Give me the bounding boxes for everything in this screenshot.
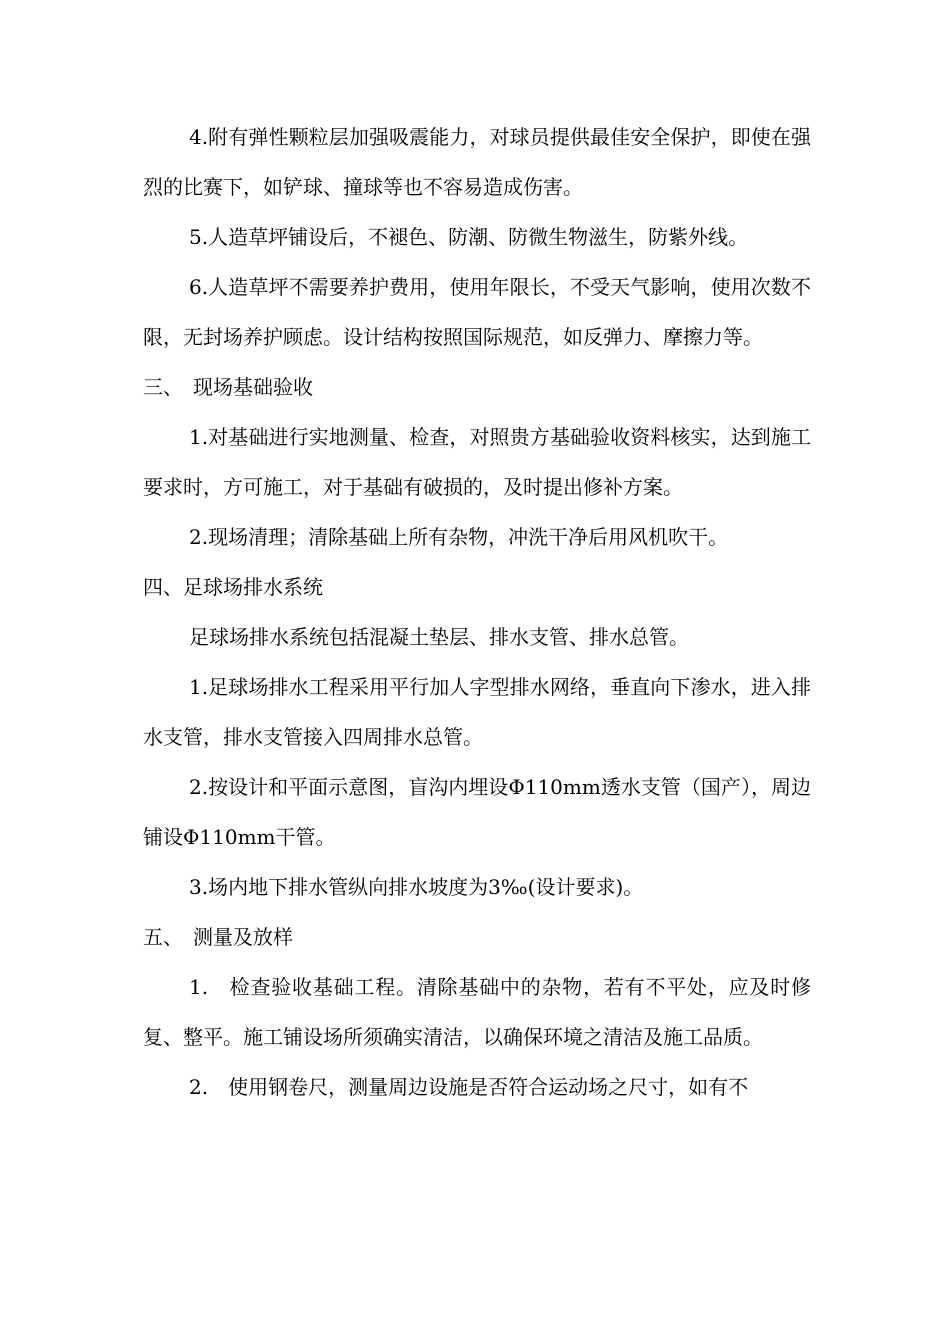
paragraph-drainage-1: 1.足球场排水工程采用平行加人字型排水网络，垂直向下渗水，进入排水支管，排水支管接入四周排水总管。 <box>143 675 811 749</box>
paragraph-item-5: 5.人造草坪铺设后，不褪色、防潮、防微生物滋生，防紫外线。 <box>189 225 749 249</box>
paragraph-survey-2: 2. 使用钢卷尺，测量周边设施是否符合运动场之尺寸，如有不 <box>189 1075 749 1099</box>
section-heading-5: 五、 测量及放样 <box>143 925 293 949</box>
paragraph-item-6: 6.人造草坪不需要养护费用，使用年限长，不受天气影响，使用次数不限，无封场养护顾虑。设计结构按照国际规范，如反弹力、摩擦力等。 <box>143 275 811 349</box>
paragraph-item-4: 4.附有弹性颗粒层加强吸震能力，对球员提供最佳安全保护，即使在强烈的比赛下，如铲球、撞球等也不容易造成伤害。 <box>143 125 811 199</box>
paragraph-foundation-1: 1.对基础进行实地测量、检查，对照贵方基础验收资料核实，达到施工要求时，方可施工，对于基础有破损的，及时提出修补方案。 <box>143 425 811 499</box>
paragraph-drainage-2: 2.按设计和平面示意图，盲沟内埋设Φ110mm透水支管（国产），周边铺设Φ110mm干管。 <box>143 775 811 849</box>
paragraph-drainage-intro: 足球场排水系统包括混凝土垫层、排水支管、排水总管。 <box>189 625 689 649</box>
paragraph-survey-1: 1. 检查验收基础工程。清除基础中的杂物，若有不平处，应及时修复、整平。施工铺设场所须确实清洁，以确保环境之清洁及施工品质。 <box>143 975 811 1049</box>
paragraph-foundation-2: 2.现场清理；清除基础上所有杂物，冲洗干净后用风机吹干。 <box>189 525 729 549</box>
document-body <box>143 112 811 1112</box>
section-heading-4: 四、足球场排水系统 <box>143 575 323 599</box>
paragraph-drainage-3: 3.场内地下排水管纵向排水坡度为3‰(设计要求)。 <box>189 875 644 899</box>
section-heading-3: 三、 现场基础验收 <box>143 375 313 399</box>
